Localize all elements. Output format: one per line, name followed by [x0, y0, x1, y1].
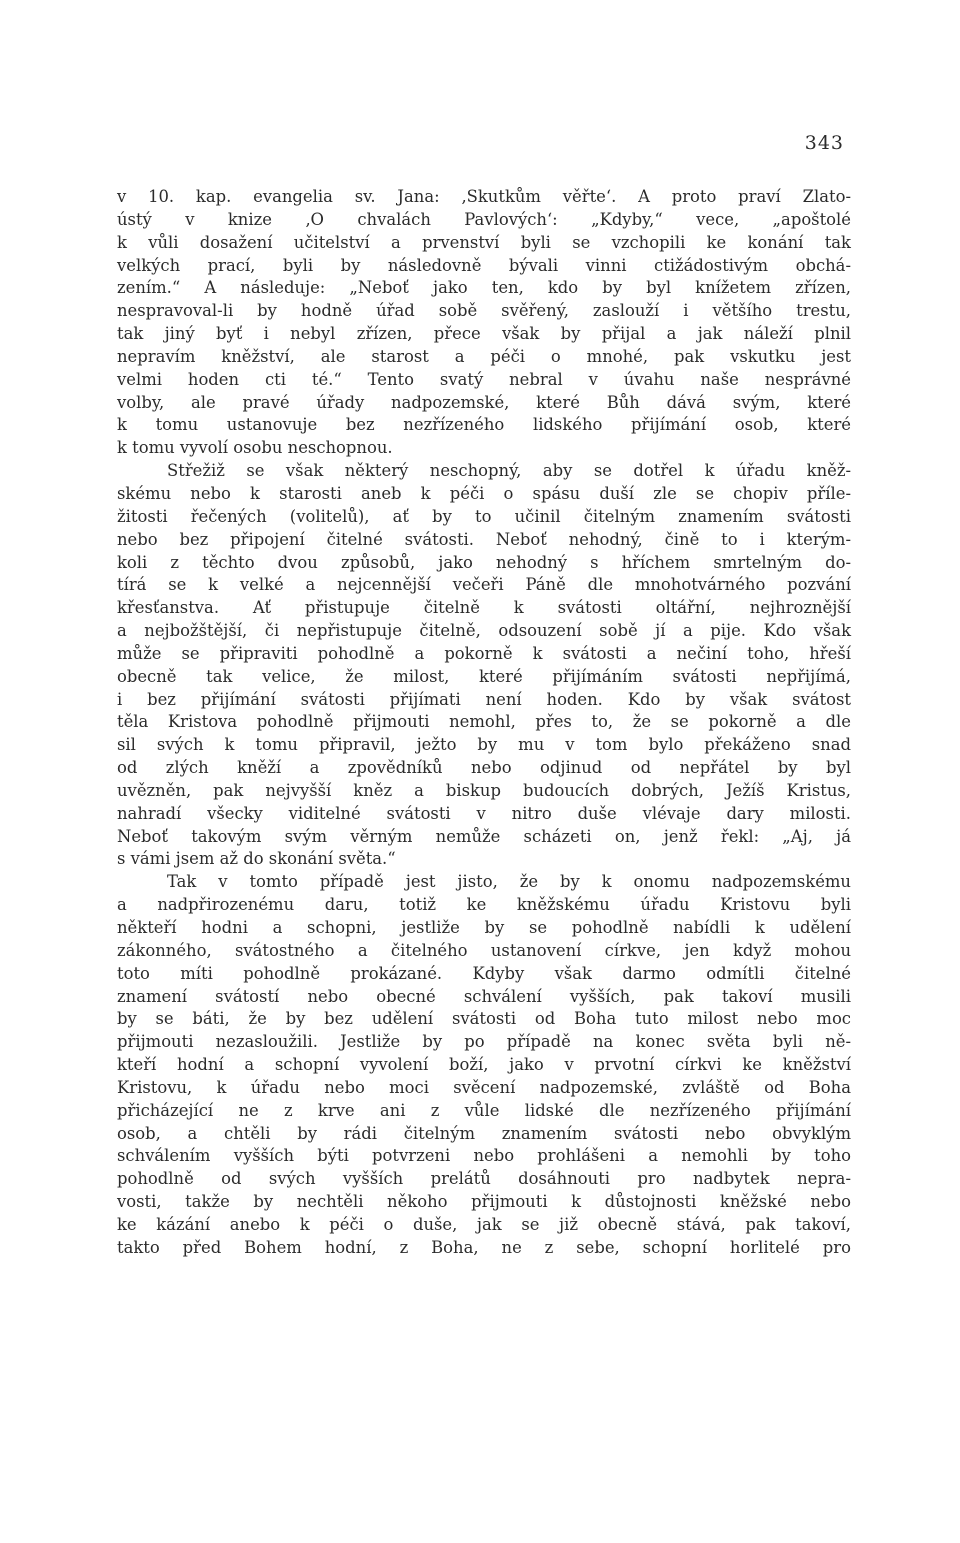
page-number: 343: [804, 132, 844, 154]
text-line: přicházející ne z krve ani z vůle lidské dle nezřízeného přijímání: [117, 1100, 851, 1120]
text-line: přijmouti nezasloužili. Jestliže by po případě na konec světa byli ně-: [117, 1032, 851, 1052]
text-line: k vůli dosažení učitelství a prvenství byli se vzchopili ke konání tak: [117, 232, 851, 252]
text-line: vosti, takže by nechtěli někoho přijmouti k důstojnosti kněžské nebo: [117, 1192, 851, 1212]
text-line: někteří hodni a schopni, jestliže by se pohodlně nabídli k udělení: [117, 918, 851, 937]
text-line: Střežiž se však některý neschopný, aby se dotřel k úřadu kněž-: [167, 461, 851, 481]
text-line: i bez přijímání svátosti přijímati není hoden. Kdo by však svátost: [117, 689, 851, 709]
text-line: znamení svátostí nebo obecné schválení vyšších, pak takoví musili: [117, 986, 851, 1006]
text-line: kteří hodní a schopní vyvolení boží, jako v prvotní církvi ke kněžství: [117, 1055, 851, 1075]
text-line: toto míti pohodlně prokázané. Kdyby však darmo odmítli čitelné: [117, 963, 851, 983]
text-line: a nadpřirozenému daru, totiž ke kněžskému úřadu Kristovu byli: [117, 895, 851, 915]
text-line: skému nebo k starosti aneb k péči o spásu duší zle se chopiv příle-: [117, 483, 851, 503]
text-line: obecně tak velice, že milost, které přijímáním svátosti nepřijímá,: [117, 666, 851, 686]
text-line: s vámi jsem až do skonání světa.“: [117, 849, 396, 869]
text-line: ústý v knize ‚O chvalách Pavlových‘: „Kdyby,“ vece, „apoštolé: [117, 209, 851, 229]
text-line: koli z těchto dvou způsobů, jako nehodný s hříchem smrtelným do-: [117, 552, 851, 572]
text-line: v 10. kap. evangelia sv. Jana: ‚Skutkům věřte‘. A proto praví Zlato-: [117, 187, 851, 206]
text-line: těla Kristova pohodlně přijmouti nemohl, přes to, že se pokorně a dle: [117, 712, 851, 732]
text-line: volby, ale pravé úřady nadpozemské, které Bůh dává svým, které: [117, 392, 851, 412]
text-line: k tomu vyvolí osobu neschopnou.: [117, 438, 393, 458]
text-line: nespravoval-li by hodně úřad sobě svěřený, zaslouží i většího trestu,: [117, 301, 851, 321]
body-text: [117, 186, 851, 1260]
text-line: schválením vyšších býti potvrzeni nebo prohlášeni a nemohli by toho: [117, 1146, 851, 1166]
text-line: takto před Bohem hodní, z Boha, ne z sebe, schopní horlitelé pro: [117, 1237, 851, 1257]
text-line: zením.“ A následuje: „Neboť jako ten, kdo by byl knížetem zřízen,: [117, 278, 851, 298]
text-line: pohodlně od svých vyšších prelátů dosáhnouti pro nadbytek nepra-: [117, 1169, 851, 1189]
text-line: nahradí všecky viditelné svátosti v nitro duše vlévaje dary milosti.: [117, 803, 851, 823]
text-line: k tomu ustanovuje bez nezřízeného lidského přijímání osob, které: [117, 415, 851, 435]
text-line: Kristovu, k úřadu nebo moci svěcení nadpozemské, zvláště od Boha: [117, 1077, 851, 1097]
text-line: tak jiný byť i nebyl zřízen, přece však by přijal a jak náleží plnil: [117, 324, 851, 344]
text-line: Neboť takovým svým věrným nemůže scházeti on, jenž řekl: „Aj, já: [117, 826, 851, 846]
text-line: osob, a chtěli by rádi čitelným znamením svátosti nebo obvyklým: [117, 1123, 851, 1143]
text-line: sil svých k tomu připravil, ježto by mu v tom bylo překáženo snad: [117, 735, 851, 755]
text-line: by se báti, že by bez udělení svátosti od Boha tuto milost nebo moc: [117, 1009, 851, 1029]
text-line: velkých prací, byli by následovně bývali vinni ctižádostivým obchá-: [117, 255, 851, 275]
text-line: křesťanstva. Ať přistupuje čitelně k svátosti oltářní, nejhroznější: [117, 598, 851, 618]
text-line: žitosti řečených (volitelů), ať by to učinil čitelným znamením svátosti: [117, 506, 851, 526]
text-line: může se připraviti pohodlně a pokorně k svátosti a nečiní toho, hřeší: [117, 643, 851, 663]
text-line: nepravím kněžství, ale starost a péči o mnohé, pak vskutku jest: [117, 346, 851, 366]
text-line: a nejbožštější, či nepřistupuje čitelně, odsouzení sobě jí a pije. Kdo však: [117, 621, 851, 641]
text-line: uvězněn, pak nejvyšší kněz a biskup budoucích dobrých, Ježíš Kristus,: [117, 780, 851, 800]
text-line: od zlých kněží a zpovědníků nebo odjinud od nepřátel by byl: [117, 758, 851, 778]
text-line: tírá se k velké a nejcennější večeři Páně dle mnohotvárného pozvání: [117, 575, 851, 595]
text-line: nebo bez připojení čitelné svátosti. Neboť nehodný, čině to i kterým-: [117, 529, 851, 549]
text-line: zákonného, svátostného a čitelného ustanovení církve, jen když mohou: [117, 940, 851, 960]
text-line: Tak v tomto případě jest jisto, že by k onomu nadpozemskému: [167, 872, 851, 892]
text-line: velmi hoden cti té.“ Tento svatý nebral v úvahu naše nesprávné: [117, 369, 851, 389]
text-line: ke kázání anebo k péči o duše, jak se již obecně stává, pak takoví,: [117, 1214, 851, 1234]
